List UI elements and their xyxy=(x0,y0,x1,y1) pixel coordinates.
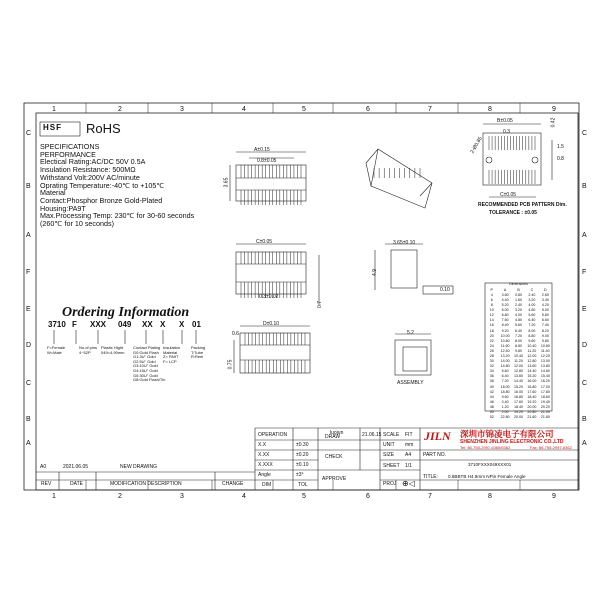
bottom-view-body xyxy=(240,333,310,373)
tb-draw: DRAW xyxy=(325,434,341,440)
tb-tol-xx: X.XX xyxy=(258,452,270,458)
tb-scale-val: FIT xyxy=(405,432,413,438)
assembly-label: ASSEMBLY xyxy=(397,380,424,386)
pcb-note: RECOMMENDED PCB PATTERN Dim. xyxy=(478,202,567,208)
ordering-code-part: X xyxy=(160,320,166,329)
tb-draw-date: 21.06.15 xyxy=(362,432,382,438)
grid-col-label: 3 xyxy=(180,493,184,500)
dim-table-header: P A B C D xyxy=(490,287,547,292)
grid-col-label: 5 xyxy=(302,493,306,500)
dim-table-row: 8 5.20 2.40 4.00 4.20 xyxy=(490,303,549,308)
grid-row-label: D xyxy=(582,342,588,349)
tb-dim: DIM xyxy=(262,482,272,488)
grid-row-label: E xyxy=(582,306,587,313)
specifications-block xyxy=(40,143,194,228)
ordering-code-part: XX xyxy=(142,320,153,329)
dim-a-top: A±0.15 xyxy=(254,147,270,153)
ordering-title: Ordering Information xyxy=(62,305,190,320)
spec-line: Material xyxy=(40,188,66,198)
ordering-code-part: X xyxy=(179,320,185,329)
grid-row-label: B xyxy=(582,183,587,190)
rev-value: A0 xyxy=(40,464,47,470)
grid-col-label: 4 xyxy=(242,493,246,500)
grid-row-label: B xyxy=(582,416,587,423)
dim-table-title: Dimensions xyxy=(509,282,528,286)
tb-size: SIZE xyxy=(383,452,395,458)
dim-c-mid: C±0.05 xyxy=(256,239,273,245)
dim-table-row: 6 4.40 1.60 3.20 3.40 xyxy=(490,297,549,302)
spec-line: Max.Processing Temp: 230℃ for 30-60 seconds xyxy=(40,211,195,221)
grid-col-label: 6 xyxy=(366,106,370,113)
grid-row-label: A xyxy=(26,440,31,447)
grid-row-label: F xyxy=(582,269,587,276)
dim-table-row: 20 10.00 7.20 8.80 9.00 xyxy=(489,333,549,338)
grid-col-label: 4 xyxy=(242,106,246,113)
grid-col-label: 3 xyxy=(180,106,184,113)
dim-table-row: 18 9.20 6.40 8.00 8.20 xyxy=(489,328,549,333)
dim-table-row: 28 13.20 10.40 12.00 12.20 xyxy=(489,353,550,358)
grid-col-label: 9 xyxy=(552,493,556,500)
grid-col-label: 1 xyxy=(52,493,56,500)
grid-col-label: 8 xyxy=(488,106,492,113)
grid-row-label: C xyxy=(26,380,32,387)
ordering-desc: Insulation Material Z= PA9T F= LCP xyxy=(163,345,181,364)
ordering-desc: Contact Plating G0:Gold Flash G1:3U" Gold G2:5U" Gold G3:10U" Gold G4:15U" Gold G5:30U" Gold G8:Gold Flash/Tin xyxy=(133,345,166,383)
pcb-r1-dim: 0.8 xyxy=(557,156,564,162)
pcb-pitch-dim: 0.3 xyxy=(503,129,510,135)
dim-table-row: 30 14.00 11.20 12.80 13.00 xyxy=(489,359,550,364)
spec-line: (260℃ for 10 seconds) xyxy=(40,219,114,229)
dim-table-row: 32 14.80 12.00 13.60 13.80 xyxy=(489,364,550,369)
grid-col-label: 1 xyxy=(52,106,56,113)
spec-line: Contact:Phosphor Bronze Gold-Plated xyxy=(40,195,163,205)
grid-row-label: A xyxy=(582,232,587,239)
assembly-view-body xyxy=(395,340,431,375)
dim-table-row: 14 7.60 4.80 6.40 6.60 xyxy=(489,318,549,323)
tb-angle: Angle xyxy=(258,472,271,478)
grid-row-label: F xyxy=(26,269,31,276)
spec-line: Withstand Volt:200V AC/minute xyxy=(40,172,140,182)
dim-d-bot: D±0.10 xyxy=(263,321,280,327)
tb-part-no-label: PART NO. xyxy=(423,452,447,458)
tb-approve: APPROVE xyxy=(322,476,347,482)
dim-table-row: 46 0.40 17.60 19.20 19.40 xyxy=(489,399,550,404)
ordering-code-part: F xyxy=(72,320,77,329)
tb-tol-x: X.X xyxy=(258,442,267,448)
pcb-c-dim: C±0.05 xyxy=(500,192,517,198)
dim-d-left: 0.7 xyxy=(316,301,323,308)
company-tel: Tel: 86-755-2997-6365/6362 xyxy=(460,445,511,450)
tb-tol-xxx-val: ±0.10 xyxy=(296,462,309,468)
dim-table-row: 48 1.20 18.40 20.00 20.20 xyxy=(489,404,550,409)
tb-size-val: A4 xyxy=(405,452,412,458)
tb-part-no: 3710FXXX049XXX01 xyxy=(468,462,512,467)
dim-table-row: 50 2.00 19.20 20.80 21.00 xyxy=(489,410,550,414)
mid-view-body xyxy=(236,252,306,294)
grid-row-label: C xyxy=(582,130,588,137)
pcb-r2-dim: 1.5 xyxy=(557,144,564,150)
ordering-desc: No.of pins 4~52P xyxy=(79,345,98,355)
ordering-code-part: 049 xyxy=(118,320,132,329)
tolerance-note: TOLERANCE : ±0.05 xyxy=(489,210,537,216)
iso-view-body xyxy=(366,149,432,208)
rohs-mark: RoHS xyxy=(86,121,121,136)
dim-table-row: 26 12.40 9.60 11.20 11.40 xyxy=(489,348,550,353)
dim-table-row: 52 22.80 20.00 21.60 21.80 xyxy=(489,415,550,420)
grid-col-label: 2 xyxy=(118,493,122,500)
tb-tol-xxx: X.XXX xyxy=(258,462,273,468)
company-en: SHENZHEN JINLING ELECTRONIC CO.,LTD xyxy=(460,439,564,445)
company-cn: 深圳市锦凌电子有限公司 xyxy=(460,429,554,439)
tb-title-label: TITLE: xyxy=(423,474,439,480)
ordering-desc: F=Female W=Male xyxy=(47,345,66,355)
dim-d-bot-left: 0.6 xyxy=(232,331,239,337)
dimensions-table xyxy=(485,283,552,420)
dim-assembly-w: 5.2 xyxy=(407,330,414,336)
dim-table-row: 36 6.40 13.60 15.20 15.40 xyxy=(489,374,550,379)
ordering-code-part: XXX xyxy=(90,320,107,329)
grid-col-label: 2 xyxy=(118,106,122,113)
modification-label: MODIFICATION DESCRIPTION xyxy=(110,481,182,487)
top-view-body xyxy=(236,165,306,201)
dim-side-h: 4.9 xyxy=(371,269,378,276)
tb-sheet-val: 1/1 xyxy=(405,463,412,469)
tb-sheet: SHEET xyxy=(383,463,400,469)
company-logo: JILN xyxy=(424,429,451,443)
dim-table-row: 38 7.20 14.40 16.00 16.20 xyxy=(489,379,550,384)
spec-line: Electical Rating:AC/DC 50V 0.5A xyxy=(40,157,146,167)
modification-value: NEW DRAWING xyxy=(120,464,158,470)
side-view-body xyxy=(391,250,417,288)
spec-line: PERFORMANCE xyxy=(40,149,96,159)
tb-title: 0.8BBTB H4.9mm NPin Female Angle xyxy=(448,474,526,479)
grid-col-label: 9 xyxy=(552,106,556,113)
ordering-code-part: 01 xyxy=(192,320,201,329)
grid-row-label: B xyxy=(26,183,31,190)
grid-col-label: 8 xyxy=(488,493,492,500)
dim-d-bot-left2: 0.75 xyxy=(227,359,234,370)
tb-drawer: luojun xyxy=(330,430,344,436)
grid-row-label: E xyxy=(26,306,31,313)
grid-col-label: 7 xyxy=(428,106,432,113)
ordering-code-part: 3710 xyxy=(48,320,66,329)
grid-col-label: 5 xyxy=(302,106,306,113)
grid-row-label: A xyxy=(26,232,31,239)
grid-row-label: A xyxy=(582,440,587,447)
ordering-desc: Plastic Hight 049=4.90mm xyxy=(101,345,125,355)
dim-table-row: 10 6.00 3.20 4.80 5.00 xyxy=(489,308,549,313)
spec-line: Housing:PA9T xyxy=(40,203,86,213)
dim-table-row: 16 8.40 5.60 7.20 7.40 xyxy=(489,323,549,328)
tb-tol: TOL xyxy=(298,482,308,488)
dim-table-row: 22 10.80 8.00 9.60 9.80 xyxy=(489,338,549,343)
dim-table-row: 24 11.60 8.80 10.40 10.60 xyxy=(489,343,550,348)
pcb-hole-dim: 2-Ø0.85 xyxy=(469,135,484,155)
tb-proj: PROJ xyxy=(383,481,397,487)
dim-table-row: 40 18.00 15.20 16.80 17.00 xyxy=(489,384,550,389)
spec-line: SPECIFICATIONS xyxy=(40,142,100,151)
pcb-b-dim: B±0.05 xyxy=(497,118,513,124)
tb-unit: UNIT xyxy=(383,442,395,448)
grid-row-label: C xyxy=(582,380,588,387)
tb-check: CHECK xyxy=(325,454,343,460)
tb-tol-xx-val: ±0.20 xyxy=(296,452,309,458)
company-fax: Fax: 86-755-2997-6362 xyxy=(530,445,572,450)
grid-col-label: 6 xyxy=(366,493,370,500)
tb-operation: OPERATION xyxy=(258,432,288,438)
grid-row-label: C xyxy=(26,130,32,137)
rev-date-value: 2021.06.05 xyxy=(63,464,89,470)
tb-angle-val: ±3° xyxy=(296,472,304,478)
tb-tol-x-val: ±0.30 xyxy=(296,442,309,448)
dim-top-mid: 0.8±0.05 xyxy=(257,158,277,164)
dim-table-row: 12 6.80 4.00 5.60 5.80 xyxy=(489,313,549,318)
dim-side-w: 3.65±0.10 xyxy=(393,240,416,246)
dim-table-row: 34 5.60 12.80 14.40 14.60 xyxy=(489,369,550,374)
grid-row-label: D xyxy=(26,342,32,349)
tb-unit-val: mm xyxy=(405,442,414,448)
hsf-mark: HSF xyxy=(43,123,62,132)
spec-line: Insulation Resistance: 500MΩ xyxy=(40,165,136,175)
grid-row-label: B xyxy=(26,416,31,423)
dim-pitch: 0.3±0.02 xyxy=(259,294,279,300)
dim-table-row: 4 3.60 0.80 2.40 2.60 xyxy=(490,292,549,297)
spec-line: Oprating Temperature:-40℃ to +105℃ xyxy=(40,180,165,190)
rev-label: REV xyxy=(41,481,52,487)
pcb-small-dim: 0.42 xyxy=(550,117,557,128)
ordering-desc: Packing T:Tube R:Reel xyxy=(191,345,206,360)
tb-scale: SCALE xyxy=(383,432,400,438)
change-label: CHANGE xyxy=(222,481,244,487)
dim-table-row: 44 9.60 16.80 18.40 18.60 xyxy=(489,394,550,399)
date-label: DATE xyxy=(70,481,83,487)
dim-flat: 0.10 xyxy=(440,287,450,293)
projection-symbol-icon: ⊕◁ xyxy=(402,479,415,488)
dim-table-row: 42 18.80 16.00 17.60 17.80 xyxy=(489,389,550,394)
dim-height-side: 3.65 xyxy=(223,177,230,188)
grid-col-label: 7 xyxy=(428,493,432,500)
